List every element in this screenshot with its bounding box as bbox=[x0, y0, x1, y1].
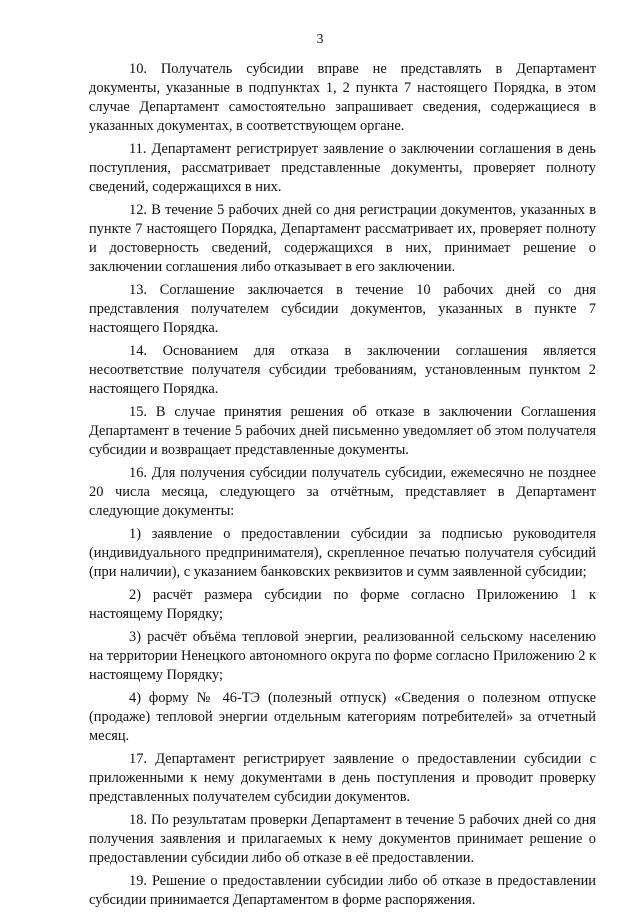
list-item-2: 2) расчёт размера субсидии по форме согласно Приложению 1 к настоящему Порядку; bbox=[89, 587, 596, 622]
paragraph-18: 18. По результатам проверки Департамент в течение 5 рабочих дней со дня получения заявления и прилагаемых к нему документов принимает решение о предоставлении субсидии либо об отказе в её предоставлении. bbox=[89, 812, 596, 866]
paragraph-15: 15. В случае принятия решения об отказе в заключении Соглашения Департамент в течение 5 рабочих дней письменно уведомляет об этом получателя субсидии и возвращает представленные документы. bbox=[89, 404, 596, 458]
list-item-1: 1) заявление о предоставлении субсидии за подписью руководителя (индивидуального предпринимателя), скрепленное печатью получателя субсидий (при наличии), с указанием банковских реквизитов и сумм заявленной субсидии; bbox=[89, 526, 596, 580]
list-item-3: 3) расчёт объёма тепловой энергии, реализованной сельскому населению на территории Ненецкого автономного округа по форме согласно Приложению 2 к настоящему Порядку; bbox=[89, 629, 596, 683]
paragraph-12: 12. В течение 5 рабочих дней со дня регистрации документов, указанных в пункте 7 настоящего Порядка, Департамент рассматривает их, проверяет полноту и достоверность сведений, содержащихся в них, принимает решение о заключении соглашения либо отказывает в его заключении. bbox=[89, 202, 596, 275]
paragraph-13: 13. Соглашение заключается в течение 10 рабочих дней со дня представления получателем субсидии документов, указанных в пункте 7 настоящего Порядка. bbox=[89, 282, 596, 336]
paragraph-17: 17. Департамент регистрирует заявление о предоставлении субсидии с приложенными к нему документами в день поступления и проводит проверку представленных получателем субсидии документов. bbox=[89, 751, 596, 805]
paragraph-10: 10. Получатель субсидии вправе не представлять в Департамент документы, указанные в подпунктах 1, 2 пункта 7 настоящего Порядка, в этом случае Департамент самостоятельно запрашивает сведения, содержащиеся в указанных документах, в соответствующем органе. bbox=[89, 61, 596, 134]
document-body bbox=[89, 60, 596, 914]
paragraph-14: 14. Основанием для отказа в заключении соглашения является несоответствие получателя субсидии требованиям, установленным пунктом 2 настоящего Порядка. bbox=[89, 343, 596, 397]
list-item-4: 4) форму № 46-ТЭ (полезный отпуск) «Сведения о полезном отпуске (продаже) тепловой энергии отдельным категориям потребителей» за отчетный месяц. bbox=[89, 690, 596, 744]
paragraph-11: 11. Департамент регистрирует заявление о заключении соглашения в день поступления, рассматривает представленные документы, проверяет полноту сведений, содержащихся в них. bbox=[89, 141, 596, 195]
paragraph-16: 16. Для получения субсидии получатель субсидии, ежемесячно не позднее 20 числа месяца, следующего за отчётным, представляет в Департамент следующие документы: bbox=[89, 465, 596, 519]
page-number: 3 bbox=[316, 32, 324, 47]
paragraph-19: 19. Решение о предоставлении субсидии либо об отказе в предоставлении субсидии принимается Департаментом в форме распоряжения. bbox=[89, 873, 596, 908]
